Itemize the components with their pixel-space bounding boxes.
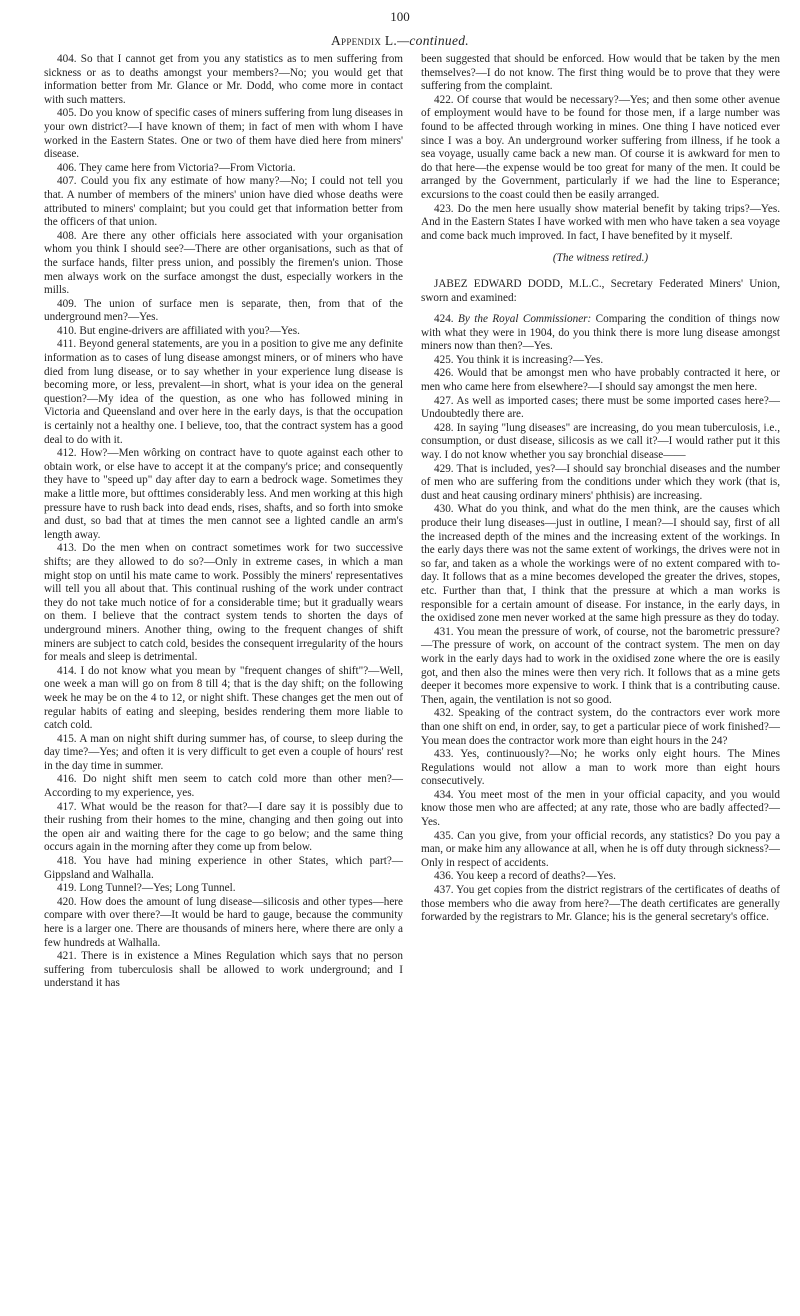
- paragraph: 434. You meet most of the men in your official capacity, and you would know those men who are affected; at any rate, those who are badly affected?—Yes.: [421, 788, 780, 829]
- witness-retired-note: (The witness retired.): [552, 252, 649, 265]
- running-head-label: Appendix L.: [331, 33, 398, 48]
- paragraph: 425. You think it is increasing?—Yes.: [434, 353, 604, 366]
- paragraph: 431. You mean the pressure of work, of course, not the barometric pressure?—The pressure of work, on account of the contract system. The men on day work in the early days had to work in the oxidised zone where the ore is easily got, and then also the mines were then very rich. It follows that as a mine gets deeper it becomes more expensive to work. I think that is a contributing cause. Then, again, the ventilation is not so good.: [421, 625, 780, 706]
- speaker-label: By the Royal Commissioner:: [458, 313, 592, 326]
- paragraph: 414. I do not know what you mean by "frequent changes of shift"?—Well, one week a man will go on from 8 till 4; that is the day shift; on the following week he may be on the 4 to 12, or night shift. These changes get the men out of regular habits of eating and sleeping, besides rendering them more liable to catch cold.: [44, 664, 403, 732]
- paragraph: 432. Speaking of the contract system, do the contractors ever work more than one shift on end, in order, say, to get a particular piece of work finished?—You mean does the contractor work more than eight hours in the 24?: [421, 707, 780, 747]
- paragraph: 427. As well as imported cases; there must be some imported cases here?—Undoubtedly there are.: [421, 394, 780, 421]
- page-number: 100: [390, 9, 410, 24]
- paragraph: 407. Could you fix any estimate of how many?—No; I could not tell you that. A number of members of the miners' union have died whose deaths were attributed to miners' complaint; but you could get that information better from the officers of that union.: [44, 175, 403, 229]
- witness-introduction: JABEZ EDWARD DODD, M.L.C., Secretary Federated Miners' Union, sworn and examined:: [421, 277, 780, 304]
- paragraph: 415. A man on night shift during summer has, of course, to sleep during the day time?—Yes; and often it is very difficult to get even a couple of hours' rest in the day time in summer.: [44, 732, 403, 772]
- paragraph: 405. Do you know of specific cases of miners suffering from lung diseases in your own district?—I have known of them; in fact of men with whom I have worked in the Eastern States. One or two of them have died here from miners' disease.: [44, 107, 403, 161]
- paragraph: 423. Do the men here usually show material benefit by taking trips?—Yes. And in the Eastern States I have worked with men who have taken a sea voyage and come back much improved. In fact, I have benefited by it myself.: [421, 202, 780, 242]
- question-text: Comparing the condition of things now with what they were in 1904, do you think there is more lung disease amongst miners now than then?—Yes.: [421, 313, 781, 353]
- paragraph: 420. How does the amount of lung disease—silicosis and other types—here compare with over there?—It would be hard to gauge, because the community here is a larger one. There are thousands of miners here, where there are only a few hundreds at Walhalla.: [44, 895, 403, 949]
- paragraph: 435. Can you give, from your official records, any statistics? Do you pay a man, or make him any allowance at all, when he is off duty through sickness?—Only in respect of accidents.: [421, 829, 780, 869]
- paragraph: 424. By the Royal Commissioner: Comparing the condition of things now with what they were in 1904, do you think there is more lung disease amongst miners now than then?—Yes.: [421, 313, 781, 353]
- paragraph: 416. Do night shift men seem to catch cold more than other men?—According to my experience, yes.: [44, 773, 403, 800]
- paragraph: 429. That is included, yes?—I should say bronchial diseases and the number of men who are suffering from the conditions under which they work (that is, dust and heat causing ordinary miners' phthisis) are increasing.: [421, 462, 780, 502]
- paragraph: 406. They came here from Victoria?—From Victoria.: [57, 161, 296, 174]
- paragraph: been suggested that should be enforced. How would that be taken by the men themselves?—I do not know. The first thing would be to prove that they were suffering from the complaint.: [421, 53, 780, 93]
- paragraph: 418. You have had mining experience in other States, which part?—Gippsland and Walhalla.: [44, 855, 403, 881]
- paragraph: 433. Yes, continuously?—No; he works only eight hours. The Mines Regulations would not allow a man to work more than eight hours consecutively.: [421, 748, 780, 788]
- paragraph: 412. How?—Men wôrking on contract have to quote against each other to obtain work, or else have to accept it at the company's price; and consequently they have to "speed up" day after day to earn a bedrock wage. Sometimes they make a little more, but ofttimes considerably less. And men working at this high pressure have to rush back into dead ends, rises, shafts, and so forth into smoke and dust, so bad that at times the men cannot see a lighted candle an arm's length away.: [44, 447, 403, 541]
- left-column: [44, 53, 403, 991]
- paragraph: 410. But engine-drivers are affiliated with you?—Yes.: [57, 324, 300, 337]
- paragraph: 404. So that I cannot get from you any statistics as to men suffering from sickness or as to deaths amongst your members?—No; you would get that information better from Mr. Glance or Mr. Dodd, who come more in contact with such matters.: [44, 53, 403, 106]
- paragraph: 436. You keep a record of deaths?—Yes.: [434, 870, 616, 883]
- paragraph: 428. In saying "lung diseases" are increasing, do you mean tuberculosis, i.e., consumption, or dust disease, silicosis as we call it?—I would rather put it this way. I do not know whether you say bronchial disease——: [421, 421, 780, 462]
- paragraph: 413. Do the men when on contract sometimes work for two successive shifts; are they allowed to do so?—Only in extreme cases, in which a man might stop on until his mate came to work. Possibly the miners' representatives will tell you all about that. This continual rushing of the work under contract they do not take much notice of for a considerable time; but it gradually wears on them. I believe that the contract system tends to shorten the days of underground miners. Another thing, owing to the frequent changes of shift miners are subject to catch cold, besides the consequent irregularity of the hours for meals and sleep is detrimental.: [44, 542, 403, 664]
- paragraph: 409. The union of surface men is separate, then, from that of the underground men?—Yes.: [44, 297, 403, 324]
- paragraph: 437. You get copies from the district registrars of the certificates of deaths of those members who die away from here?—The death certificates are generally forwarded by the registrars to Mr. Glance; his is the general secretary's office.: [421, 884, 780, 924]
- paragraph: 411. Beyond general statements, are you in a position to give me any definite information as to cases of lung disease amongst miners, or of miners who have died from lung disease, or to say whether in your experience lung disease is becoming more, or less, prevalent—in short, what is your idea on the general question?—My idea of the question, as one who has followed mining in Victoria and Queensland and over here in the early days, is that the occupation is certainly not a healthy one. I believe, too, that the contract system has a good deal to do with it.: [44, 338, 403, 446]
- paragraph: 419. Long Tunnel?—Yes; Long Tunnel.: [57, 882, 236, 895]
- paragraph: 430. What do you think, and what do the men think, are the causes which produce their lung diseases—just in outline, I mean?—I should say, first of all the increased depth of the mines and the increasing extent of the workings. In the early days there was not the same extent of workings, the drives were not in so far, and taken as a whole the workings were of no extent compared with to-day. It follows that as a mine becomes developed the greater the drives, stopes, etc. Further than that, I think that the pressure at which a man works is responsible for a certain amount of disease. For instance, in the early days, in the oxidised zone men never worked at the same high pressure as they do today.: [421, 503, 780, 625]
- paragraph: 422. Of course that would be necessary?—Yes; and then some other avenue of employment would have to be found for those men, if a large number was found to be affected through working in mines. One thing I have noticed ever since I was a boy. An underground worker suffering from illness, if he took a sea voyage, usually came back a new man. Of course it is awkward for men to do that here—the expense would be too great for many of the men. It could be arranged by the Government, particularly if we had the line to Esperance; excursions to the coast could then be easily arranged.: [421, 93, 780, 201]
- running-head: [0, 33, 800, 49]
- paragraph: 408. Are there any other officials here associated with your organisation whom you think I should see?—There are other organisations, such as that of the surface hands, filter press union, and possibly the firemen's union. Those men always work on the surface amongst the dust, especially workers in the mills.: [44, 229, 403, 297]
- paragraph: 426. Would that be amongst men who have probably contracted it here, or men who came here from elsewhere?—I should say amongst the men here.: [421, 367, 780, 394]
- paragraph: 417. What would be the reason for that?—I dare say it is possibly due to their rushing from their homes to the mine, changing and then going out into the open air and waiting there for the cage to go below; and the same thing occurs again in the morning after they come up from below.: [44, 800, 403, 854]
- paragraph: 421. There is in existence a Mines Regulation which says that no person suffering from tuberculosis shall be allowed to work underground; and I understand it has: [44, 950, 403, 990]
- running-head-suffix: —continued.: [397, 33, 469, 48]
- right-column: [421, 53, 780, 925]
